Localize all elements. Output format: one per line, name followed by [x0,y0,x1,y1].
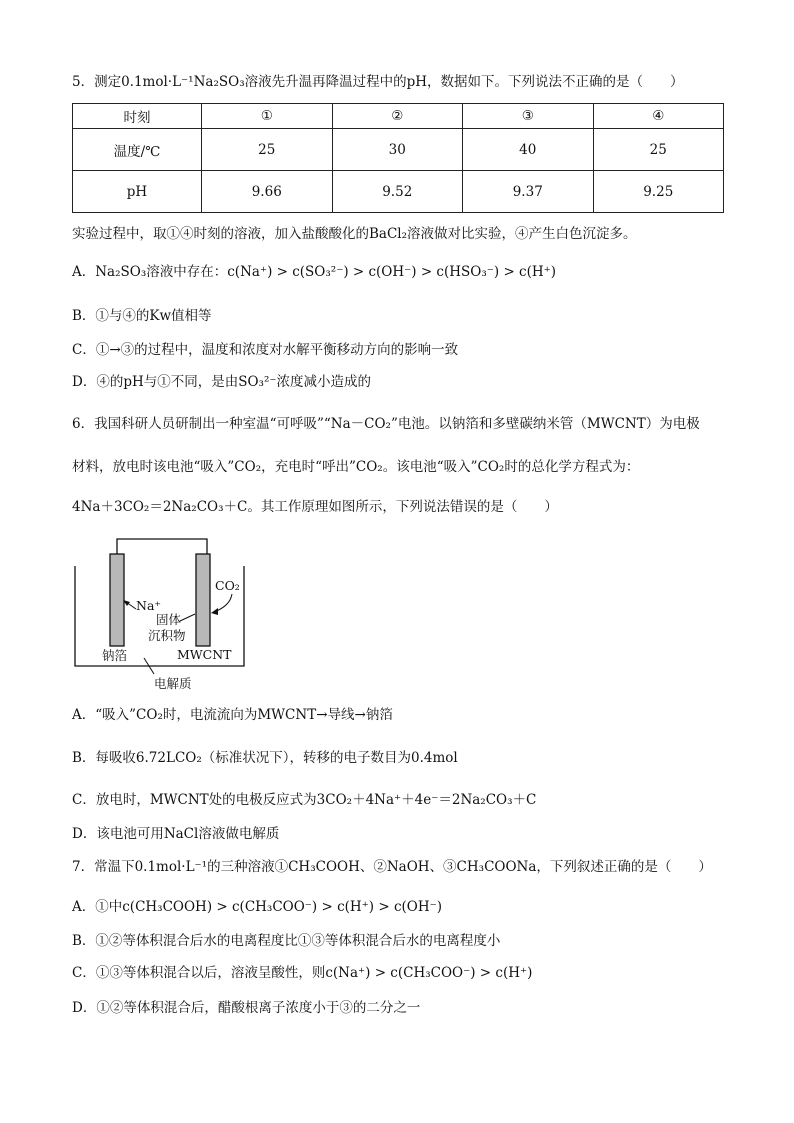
solid-label-1: 固体 [156,612,182,627]
table-cell: 9.37 [463,171,594,213]
solid-pointer [180,614,195,621]
left-electrode-label: 钠箔 [102,648,128,663]
row-label: 温度/℃ [73,129,202,171]
mwcnt-electrode [196,554,210,646]
q7-option-b: B．①②等体积混合后水的电离程度比①③等体积混合后水的电离程度小 [72,933,501,949]
table-cell: 9.25 [593,171,724,213]
q5-option-b: B．①与④的Kw值相等 [72,308,212,324]
table-cell: 40 [463,129,594,171]
q6-stem-line-2: 材料，放电时该电池“吸入”CO₂，充电时“呼出”CO₂。该电池“吸入”CO₂时的总化学方程式为： [72,459,640,475]
battery-diagram [72,536,262,696]
table-header-row [73,104,724,129]
electrolyte-label: 电解质 [154,676,192,691]
wire [117,539,207,568]
q6-option-b: B．每吸收6.72LCO₂（标准状况下），转移的电子数目为0.4mol [72,750,458,766]
q5-option-a: A．Na₂SO₃溶液中存在：c(Na⁺) > c(SO₃²⁻) > c(OH⁻) > c(HSO₃⁻) > c(H⁺) [72,264,557,280]
right-electrode-label: MWCNT [177,647,232,662]
q5-option-c: C．①→③的过程中，温度和浓度对水解平衡移动方向的影响一致 [72,342,459,358]
q5-stem: 5．测定0.1mol·L⁻¹Na₂SO₃溶液先升温再降温过程中的pH，数据如下。下列说法不正确的是（ ） [72,74,684,90]
table-cell: 9.66 [202,171,333,213]
table-row-temperature [73,129,724,171]
q6-option-d: D．该电池可用NaCl溶液做电解质 [72,826,280,842]
table-row-ph [73,171,724,213]
table-header-cell: ① [202,104,333,129]
sodium-foil-electrode [110,554,124,646]
row-label: pH [73,171,202,213]
q6-stem-line-1: 6．我国科研人员研制出一种室温“可呼吸”“Na－CO₂”电池。以钠箔和多壁碳纳米管（MWCNT）为电极 [72,416,700,432]
q6-stem-line-3: 4Na＋3CO₂＝2Na₂CO₃＋C。其工作原理如图所示，下列说法错误的是（ ） [72,499,558,515]
table-cell: 25 [202,129,333,171]
q7-option-c: C．①③等体积混合以后，溶液呈酸性，则c(Na⁺) > c(CH₃COO⁻) > c(H⁺) [72,965,533,981]
q5-note: 实验过程中，取①④时刻的溶液，加入盐酸酸化的BaCl₂溶液做对比实验，④产生白色沉淀多。 [72,226,637,242]
table-header-cell: ③ [463,104,594,129]
co2-label: CO₂ [215,578,240,593]
q5-option-d: D．④的pH与①不同，是由SO₃²⁻浓度减小造成的 [72,374,372,390]
q7-stem: 7．常温下0.1mol·L⁻¹的三种溶液①CH₃COOH、②NaOH、③CH₃COONa，下列叙述正确的是（ ） [72,859,712,875]
q6-option-c: C．放电时，MWCNT处的电极反应式为3CO₂＋4Na⁺＋4e⁻＝2Na₂CO₃＋C [72,792,537,808]
solid-label-2: 沉积物 [148,628,186,643]
q6-option-a: A．“吸入”CO₂时，电流流向为MWCNT→导线→钠箔 [72,707,393,723]
table-header-cell: ④ [593,104,724,129]
ph-data-table [72,103,724,213]
q7-option-d: D．①②等体积混合后，醋酸根离子浓度小于③的二分之一 [72,1000,421,1016]
table-cell: 30 [332,129,463,171]
na-ion-label: Na⁺ [136,598,161,613]
co2-arrowhead [211,608,218,615]
table-header-cell: ② [332,104,463,129]
table-cell: 25 [593,129,724,171]
table-cell: 9.52 [332,171,463,213]
table-header-cell: 时刻 [73,104,202,129]
q7-option-a: A．①中c(CH₃COOH) > c(CH₃COO⁻) > c(H⁺) > c(OH⁻) [72,899,443,915]
